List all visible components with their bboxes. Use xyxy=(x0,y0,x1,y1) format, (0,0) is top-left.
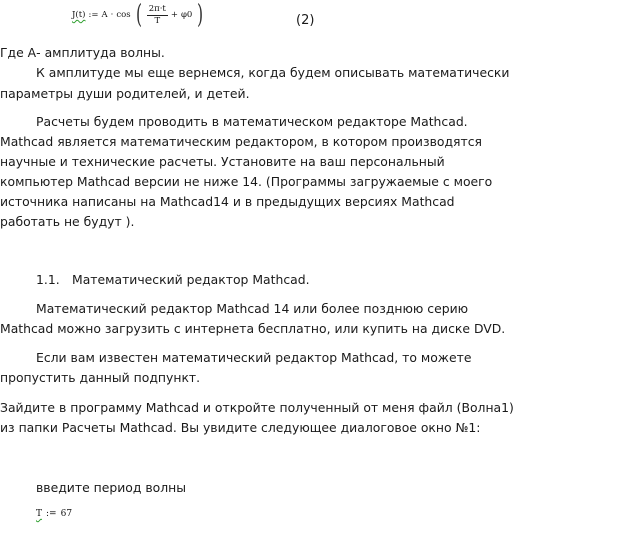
paragraph-mathcad-line3: научные и технические расчеты. Установите на ваш персональный xyxy=(0,154,445,169)
formula-fraction xyxy=(147,4,168,27)
formula-amplitude: A xyxy=(101,10,108,20)
period-value: 67 xyxy=(60,509,73,519)
paragraph-skip-line2: пропустить данный подпункт. xyxy=(0,370,201,385)
period-assignment xyxy=(36,509,72,519)
period-variable: T xyxy=(36,509,43,519)
paragraph-mathcad-line5: источника написаны на Mathcad14 и в предыдущих версиях Mathcad xyxy=(0,194,455,209)
formula-open-paren: ( xyxy=(135,0,142,30)
formula-cos: cos xyxy=(116,10,131,20)
paragraph-open-file-line2: из папки Расчеты Mathcad. Вы увидите следующее диалоговое окно №1: xyxy=(0,420,481,435)
paragraph-skip-line1: Если вам известен математический редактор Mathcad, то можете xyxy=(36,350,472,365)
formula-assign: := xyxy=(88,10,99,20)
formula-phase: φ0 xyxy=(180,10,193,20)
paragraph-mathcad-line1: Расчеты будем проводить в математическом редакторе Mathcad. xyxy=(36,114,468,129)
section-heading-title: Математический редактор Mathcad. xyxy=(72,272,310,287)
section-heading-number: 1.1. xyxy=(36,272,60,287)
paragraph-download-line1: Математический редактор Mathcad 14 или более позднюю серию xyxy=(36,301,469,316)
paragraph-mathcad-line6: работать не будут ). xyxy=(0,214,135,229)
formula-dot: · xyxy=(110,10,114,20)
formula-numerator: 2π·t xyxy=(148,3,166,14)
paragraph-mathcad-line4: компьютер Mathcad версии не ниже 14. (Программы загружаемые с моего xyxy=(0,174,493,189)
formula-lhs: J(t) xyxy=(72,10,86,20)
paragraph-return-line2: параметры души родителей, и детей. xyxy=(0,86,250,101)
formula-denominator: T xyxy=(154,15,161,26)
paragraph-mathcad-line2: Mathcad является математическим редактором, в котором производятся xyxy=(0,134,482,149)
paragraph-amplitude-def: Где А- амплитуда волны. xyxy=(0,45,165,60)
paragraph-download-line2: Mathcad можно загрузить с интернета бесплатно, или купить на диске DVD. xyxy=(0,321,506,336)
wave-formula xyxy=(72,0,206,30)
formula-plus: + xyxy=(170,10,178,20)
equation-number: (2) xyxy=(296,13,315,28)
formula-close-paren: ) xyxy=(197,0,204,30)
period-assign-op: := xyxy=(46,509,57,519)
paragraph-open-file-line1: Зайдите в программу Mathcad и откройте полученный от меня файл (Волна1) xyxy=(0,400,514,415)
paragraph-return-line1: К амплитуде мы еще вернемся, когда будем описывать математически xyxy=(36,65,510,80)
prompt-enter-period: введите период волны xyxy=(36,480,187,495)
